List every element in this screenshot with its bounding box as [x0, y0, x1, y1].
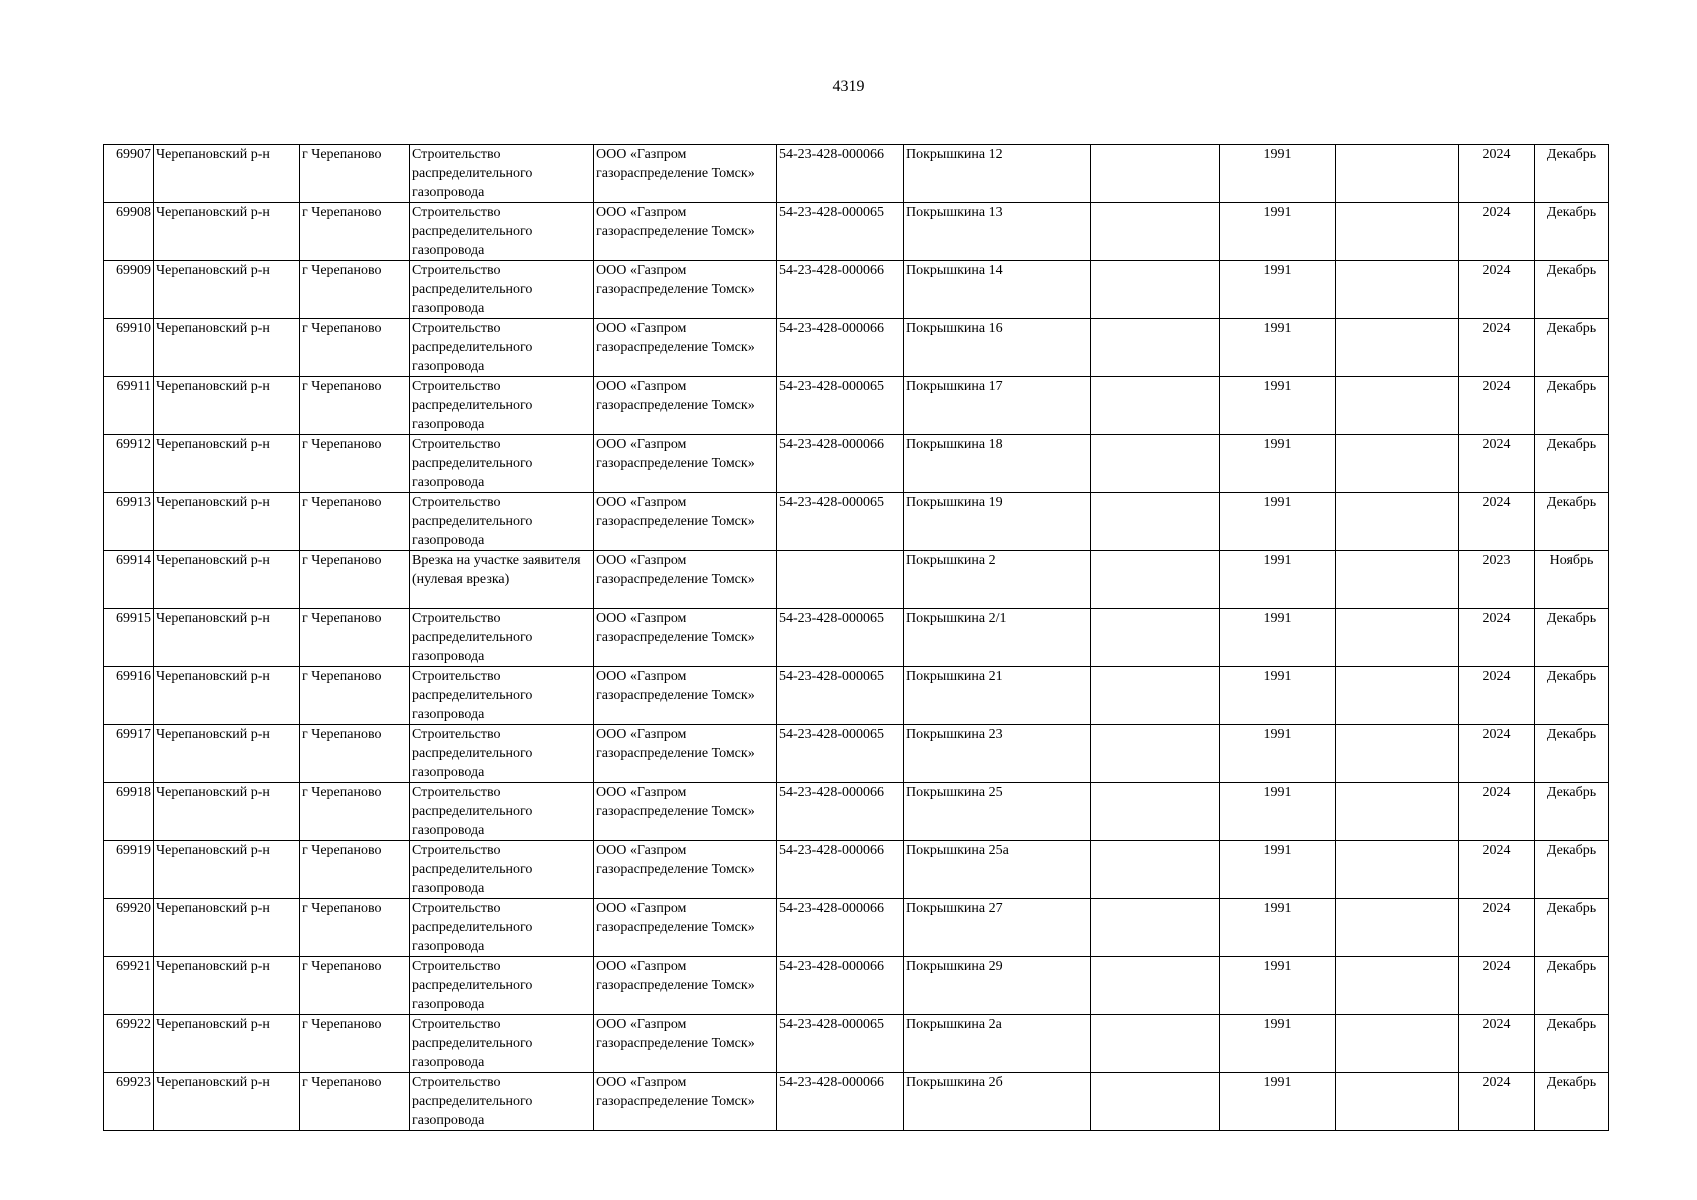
cell-year: 1991	[1220, 899, 1336, 957]
cell-district: Черепановский р-н	[154, 725, 300, 783]
cell-code: 54-23-428-000065	[777, 1015, 904, 1073]
cell-id: 69923	[104, 1073, 154, 1131]
cell-year: 1991	[1220, 1015, 1336, 1073]
cell-district: Черепановский р-н	[154, 203, 300, 261]
cell-year: 1991	[1220, 725, 1336, 783]
table-row	[104, 899, 1609, 957]
cell-district: Черепановский р-н	[154, 145, 300, 203]
cell-code: 54-23-428-000065	[777, 725, 904, 783]
cell-id: 69920	[104, 899, 154, 957]
cell-month: Декабрь	[1535, 145, 1609, 203]
cell-locality: г Черепаново	[300, 145, 410, 203]
cell-district: Черепановский р-н	[154, 377, 300, 435]
cell-empty-2	[1336, 203, 1459, 261]
cell-plan-year: 2023	[1459, 551, 1535, 609]
cell-work-type: Строительство распределительного газопровода	[410, 145, 594, 203]
cell-organization: ООО «Газпром газораспределение Томск»	[594, 1015, 777, 1073]
cell-code: 54-23-428-000065	[777, 203, 904, 261]
cell-address: Покрышкина 25а	[904, 841, 1091, 899]
cell-empty-2	[1336, 319, 1459, 377]
cell-organization: ООО «Газпром газораспределение Томск»	[594, 261, 777, 319]
cell-empty	[1091, 203, 1220, 261]
cell-work-type: Врезка на участке заявителя (нулевая врезка)	[410, 551, 594, 609]
cell-empty-2	[1336, 435, 1459, 493]
registry-table	[103, 144, 1609, 1131]
cell-organization: ООО «Газпром газораспределение Томск»	[594, 435, 777, 493]
cell-empty-2	[1336, 551, 1459, 609]
cell-locality: г Черепаново	[300, 667, 410, 725]
cell-plan-year: 2024	[1459, 435, 1535, 493]
cell-address: Покрышкина 27	[904, 899, 1091, 957]
table-row	[104, 667, 1609, 725]
cell-year: 1991	[1220, 377, 1336, 435]
cell-code: 54-23-428-000066	[777, 841, 904, 899]
cell-organization: ООО «Газпром газораспределение Томск»	[594, 377, 777, 435]
cell-locality: г Черепаново	[300, 377, 410, 435]
cell-district: Черепановский р-н	[154, 1073, 300, 1131]
cell-code: 54-23-428-000066	[777, 957, 904, 1015]
cell-empty	[1091, 493, 1220, 551]
table-row	[104, 435, 1609, 493]
cell-locality: г Черепаново	[300, 493, 410, 551]
table-row	[104, 145, 1609, 203]
cell-work-type: Строительство распределительного газопровода	[410, 667, 594, 725]
cell-empty	[1091, 957, 1220, 1015]
cell-work-type: Строительство распределительного газопровода	[410, 493, 594, 551]
cell-empty	[1091, 319, 1220, 377]
cell-organization: ООО «Газпром газораспределение Томск»	[594, 841, 777, 899]
cell-organization: ООО «Газпром газораспределение Томск»	[594, 609, 777, 667]
cell-work-type: Строительство распределительного газопровода	[410, 841, 594, 899]
cell-month: Декабрь	[1535, 261, 1609, 319]
cell-empty	[1091, 667, 1220, 725]
table-row	[104, 261, 1609, 319]
cell-code: 54-23-428-000065	[777, 377, 904, 435]
cell-locality: г Черепаново	[300, 319, 410, 377]
cell-locality: г Черепаново	[300, 783, 410, 841]
cell-district: Черепановский р-н	[154, 957, 300, 1015]
cell-address: Покрышкина 12	[904, 145, 1091, 203]
cell-year: 1991	[1220, 783, 1336, 841]
cell-district: Черепановский р-н	[154, 841, 300, 899]
cell-empty-2	[1336, 783, 1459, 841]
cell-month: Декабрь	[1535, 957, 1609, 1015]
cell-year: 1991	[1220, 957, 1336, 1015]
cell-id: 69909	[104, 261, 154, 319]
cell-address: Покрышкина 23	[904, 725, 1091, 783]
cell-year: 1991	[1220, 609, 1336, 667]
cell-address: Покрышкина 2а	[904, 1015, 1091, 1073]
cell-work-type: Строительство распределительного газопровода	[410, 435, 594, 493]
table-row	[104, 551, 1609, 609]
cell-id: 69921	[104, 957, 154, 1015]
cell-month: Декабрь	[1535, 377, 1609, 435]
cell-address: Покрышкина 18	[904, 435, 1091, 493]
table-row	[104, 493, 1609, 551]
cell-empty	[1091, 261, 1220, 319]
cell-empty-2	[1336, 957, 1459, 1015]
table-row	[104, 725, 1609, 783]
page-number: 4319	[832, 78, 865, 95]
cell-empty-2	[1336, 609, 1459, 667]
cell-empty	[1091, 145, 1220, 203]
cell-organization: ООО «Газпром газораспределение Томск»	[594, 319, 777, 377]
cell-locality: г Черепаново	[300, 899, 410, 957]
cell-code	[777, 551, 904, 609]
cell-empty	[1091, 841, 1220, 899]
cell-district: Черепановский р-н	[154, 319, 300, 377]
cell-plan-year: 2024	[1459, 957, 1535, 1015]
cell-address: Покрышкина 2/1	[904, 609, 1091, 667]
cell-id: 69913	[104, 493, 154, 551]
cell-month: Декабрь	[1535, 435, 1609, 493]
cell-district: Черепановский р-н	[154, 435, 300, 493]
cell-code: 54-23-428-000066	[777, 1073, 904, 1131]
table-row	[104, 841, 1609, 899]
cell-month: Декабрь	[1535, 1015, 1609, 1073]
table-row	[104, 1073, 1609, 1131]
cell-work-type: Строительство распределительного газопровода	[410, 261, 594, 319]
cell-organization: ООО «Газпром газораспределение Томск»	[594, 725, 777, 783]
cell-empty	[1091, 551, 1220, 609]
cell-empty-2	[1336, 493, 1459, 551]
cell-organization: ООО «Газпром газораспределение Томск»	[594, 957, 777, 1015]
cell-locality: г Черепаново	[300, 203, 410, 261]
cell-work-type: Строительство распределительного газопровода	[410, 203, 594, 261]
cell-locality: г Черепаново	[300, 261, 410, 319]
cell-work-type: Строительство распределительного газопровода	[410, 725, 594, 783]
cell-empty	[1091, 783, 1220, 841]
cell-district: Черепановский р-н	[154, 899, 300, 957]
cell-id: 69914	[104, 551, 154, 609]
cell-organization: ООО «Газпром газораспределение Томск»	[594, 551, 777, 609]
cell-address: Покрышкина 29	[904, 957, 1091, 1015]
cell-locality: г Черепаново	[300, 957, 410, 1015]
table-row	[104, 609, 1609, 667]
cell-code: 54-23-428-000066	[777, 899, 904, 957]
cell-organization: ООО «Газпром газораспределение Томск»	[594, 667, 777, 725]
cell-organization: ООО «Газпром газораспределение Томск»	[594, 783, 777, 841]
cell-plan-year: 2024	[1459, 1073, 1535, 1131]
table-row	[104, 783, 1609, 841]
cell-year: 1991	[1220, 203, 1336, 261]
cell-code: 54-23-428-000066	[777, 783, 904, 841]
cell-id: 69910	[104, 319, 154, 377]
cell-month: Декабрь	[1535, 609, 1609, 667]
cell-empty-2	[1336, 1073, 1459, 1131]
cell-work-type: Строительство распределительного газопровода	[410, 1073, 594, 1131]
cell-address: Покрышкина 2	[904, 551, 1091, 609]
cell-plan-year: 2024	[1459, 145, 1535, 203]
cell-year: 1991	[1220, 841, 1336, 899]
cell-organization: ООО «Газпром газораспределение Томск»	[594, 1073, 777, 1131]
cell-empty	[1091, 609, 1220, 667]
cell-locality: г Черепаново	[300, 1073, 410, 1131]
cell-plan-year: 2024	[1459, 261, 1535, 319]
cell-id: 69922	[104, 1015, 154, 1073]
cell-work-type: Строительство распределительного газопровода	[410, 609, 594, 667]
cell-id: 69908	[104, 203, 154, 261]
cell-year: 1991	[1220, 1073, 1336, 1131]
cell-organization: ООО «Газпром газораспределение Томск»	[594, 145, 777, 203]
cell-year: 1991	[1220, 551, 1336, 609]
cell-id: 69907	[104, 145, 154, 203]
cell-month: Декабрь	[1535, 667, 1609, 725]
cell-year: 1991	[1220, 261, 1336, 319]
cell-code: 54-23-428-000066	[777, 435, 904, 493]
table-row	[104, 319, 1609, 377]
cell-plan-year: 2024	[1459, 203, 1535, 261]
cell-locality: г Черепаново	[300, 435, 410, 493]
cell-address: Покрышкина 13	[904, 203, 1091, 261]
cell-work-type: Строительство распределительного газопровода	[410, 319, 594, 377]
cell-code: 54-23-428-000065	[777, 493, 904, 551]
cell-empty-2	[1336, 261, 1459, 319]
cell-code: 54-23-428-000066	[777, 319, 904, 377]
cell-month: Декабрь	[1535, 841, 1609, 899]
cell-year: 1991	[1220, 435, 1336, 493]
cell-address: Покрышкина 17	[904, 377, 1091, 435]
cell-organization: ООО «Газпром газораспределение Томск»	[594, 203, 777, 261]
table-row	[104, 377, 1609, 435]
cell-locality: г Черепаново	[300, 551, 410, 609]
cell-address: Покрышкина 21	[904, 667, 1091, 725]
cell-id: 69919	[104, 841, 154, 899]
cell-empty	[1091, 435, 1220, 493]
cell-empty	[1091, 1073, 1220, 1131]
cell-plan-year: 2024	[1459, 841, 1535, 899]
cell-work-type: Строительство распределительного газопровода	[410, 377, 594, 435]
cell-plan-year: 2024	[1459, 319, 1535, 377]
cell-locality: г Черепаново	[300, 609, 410, 667]
cell-work-type: Строительство распределительного газопровода	[410, 1015, 594, 1073]
cell-month: Декабрь	[1535, 493, 1609, 551]
cell-month: Декабрь	[1535, 725, 1609, 783]
cell-id: 69918	[104, 783, 154, 841]
cell-work-type: Строительство распределительного газопровода	[410, 899, 594, 957]
cell-district: Черепановский р-н	[154, 1015, 300, 1073]
cell-id: 69915	[104, 609, 154, 667]
cell-plan-year: 2024	[1459, 377, 1535, 435]
cell-plan-year: 2024	[1459, 725, 1535, 783]
cell-empty-2	[1336, 899, 1459, 957]
cell-plan-year: 2024	[1459, 783, 1535, 841]
cell-work-type: Строительство распределительного газопровода	[410, 957, 594, 1015]
cell-organization: ООО «Газпром газораспределение Томск»	[594, 493, 777, 551]
cell-month: Декабрь	[1535, 203, 1609, 261]
cell-district: Черепановский р-н	[154, 783, 300, 841]
cell-empty-2	[1336, 725, 1459, 783]
table-row	[104, 957, 1609, 1015]
cell-id: 69912	[104, 435, 154, 493]
cell-code: 54-23-428-000065	[777, 667, 904, 725]
cell-empty	[1091, 899, 1220, 957]
cell-plan-year: 2024	[1459, 1015, 1535, 1073]
table-row	[104, 1015, 1609, 1073]
cell-locality: г Черепаново	[300, 841, 410, 899]
cell-plan-year: 2024	[1459, 667, 1535, 725]
cell-district: Черепановский р-н	[154, 609, 300, 667]
cell-plan-year: 2024	[1459, 899, 1535, 957]
cell-year: 1991	[1220, 493, 1336, 551]
cell-year: 1991	[1220, 319, 1336, 377]
cell-month: Декабрь	[1535, 319, 1609, 377]
cell-locality: г Черепаново	[300, 1015, 410, 1073]
cell-district: Черепановский р-н	[154, 551, 300, 609]
cell-address: Покрышкина 2б	[904, 1073, 1091, 1131]
cell-year: 1991	[1220, 145, 1336, 203]
cell-empty-2	[1336, 667, 1459, 725]
cell-code: 54-23-428-000065	[777, 609, 904, 667]
cell-plan-year: 2024	[1459, 609, 1535, 667]
cell-district: Черепановский р-н	[154, 667, 300, 725]
cell-address: Покрышкина 16	[904, 319, 1091, 377]
cell-year: 1991	[1220, 667, 1336, 725]
cell-empty	[1091, 377, 1220, 435]
cell-month: Декабрь	[1535, 899, 1609, 957]
cell-month: Декабрь	[1535, 783, 1609, 841]
table-row	[104, 203, 1609, 261]
cell-empty-2	[1336, 1015, 1459, 1073]
cell-empty-2	[1336, 145, 1459, 203]
cell-id: 69916	[104, 667, 154, 725]
cell-district: Черепановский р-н	[154, 261, 300, 319]
cell-id: 69911	[104, 377, 154, 435]
cell-address: Покрышкина 25	[904, 783, 1091, 841]
cell-empty-2	[1336, 841, 1459, 899]
cell-code: 54-23-428-000066	[777, 261, 904, 319]
table-body	[104, 145, 1609, 1131]
cell-month: Декабрь	[1535, 1073, 1609, 1131]
cell-locality: г Черепаново	[300, 725, 410, 783]
cell-empty	[1091, 725, 1220, 783]
cell-empty	[1091, 1015, 1220, 1073]
cell-organization: ООО «Газпром газораспределение Томск»	[594, 899, 777, 957]
cell-district: Черепановский р-н	[154, 493, 300, 551]
cell-plan-year: 2024	[1459, 493, 1535, 551]
cell-empty-2	[1336, 377, 1459, 435]
cell-month: Ноябрь	[1535, 551, 1609, 609]
cell-address: Покрышкина 19	[904, 493, 1091, 551]
cell-code: 54-23-428-000066	[777, 145, 904, 203]
cell-work-type: Строительство распределительного газопровода	[410, 783, 594, 841]
cell-address: Покрышкина 14	[904, 261, 1091, 319]
cell-id: 69917	[104, 725, 154, 783]
